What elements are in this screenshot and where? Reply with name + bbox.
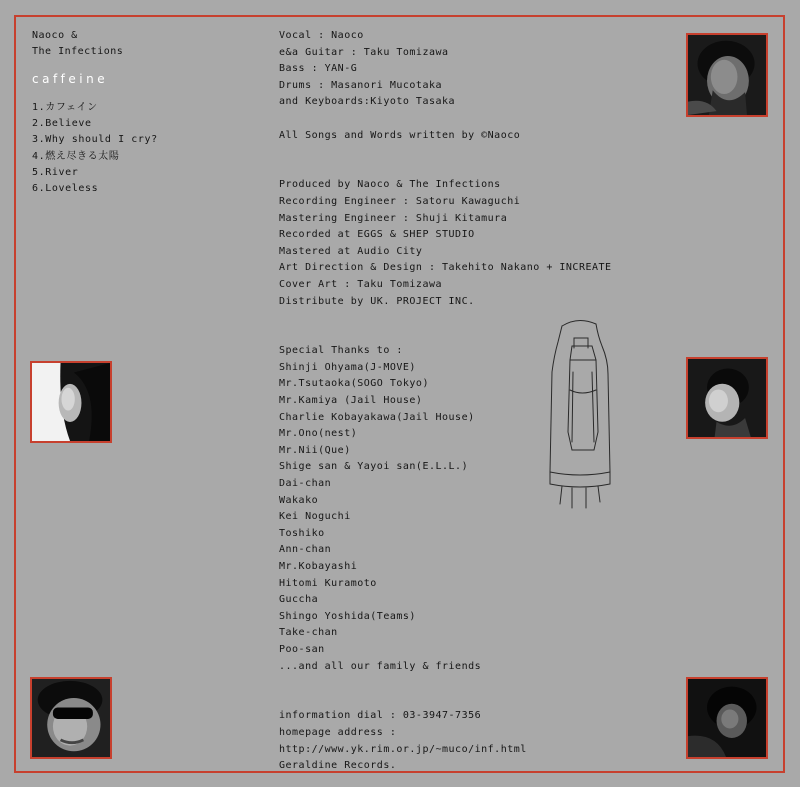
thanks-item: Wakako — [279, 494, 319, 506]
thanks-item: Kei Noguchi — [279, 511, 351, 523]
credit-line: Mastering Engineer : Shuji Kitamura — [279, 212, 508, 224]
track-item: 4.燃え尽きる太陽 — [32, 150, 120, 162]
member-credits — [279, 28, 679, 111]
thanks-item: Shingo Yoshida(Teams) — [279, 610, 416, 622]
thanks-item: Toshiko — [279, 527, 325, 539]
contact-line: Geraldine Records. — [279, 760, 397, 772]
credit-line: Mastered at Audio City — [279, 245, 423, 257]
credit-line: and Keyboards:Kiyoto Tasaka — [279, 96, 456, 108]
contact-info — [279, 708, 679, 774]
production-credits — [279, 177, 679, 310]
credit-line: Bass : YAN-G — [279, 63, 358, 75]
thanks-heading: Special Thanks to : — [279, 345, 403, 357]
thanks-item: Mr.Kamiya (Jail House) — [279, 395, 423, 407]
thanks-item: Ann-chan — [279, 544, 332, 556]
thanks-item: ...and all our family & friends — [279, 660, 482, 672]
credit-line: e&a Guitar : Taku Tomizawa — [279, 46, 449, 58]
track-item: 3.Why should I cry? — [32, 134, 158, 146]
thanks-item: Mr.Kobayashi — [279, 561, 358, 572]
thanks-item: Dai-chan — [279, 478, 332, 490]
track-item: 5.River — [32, 166, 79, 178]
track-item: 6.Loveless — [32, 183, 99, 195]
contact-line: homepage address : — [279, 726, 397, 738]
credit-line: Cover Art : Taku Tomizawa — [279, 278, 443, 290]
left-column — [32, 28, 252, 197]
track-item: 1.カフェイン — [32, 102, 98, 113]
album-title: caffeine — [32, 72, 109, 86]
thanks-item: Mr.Tsutaoka(SOGO Tokyo) — [279, 378, 429, 390]
photo-portrait-dark — [688, 679, 766, 757]
band-name-line2: The Infections — [32, 46, 124, 57]
thanks-item: Charlie Kobayakawa(Jail House) — [279, 411, 475, 423]
contact-line: information dial : 03-3947-7356 — [279, 710, 482, 722]
photo-portrait-long-hair — [32, 363, 110, 441]
credit-line: Produced by Naoco & The Infections — [279, 179, 501, 191]
member-photo-bottom-left — [30, 677, 112, 759]
thanks-item: Shige san & Yayoi san(E.L.L.) — [279, 461, 469, 473]
track-item: 2.Believe — [32, 118, 92, 130]
tracklist — [32, 100, 252, 197]
photo-portrait-sunglasses — [32, 679, 110, 757]
thanks-item: Hitomi Kuramoto — [279, 577, 377, 589]
photo-portrait-profile — [688, 359, 766, 437]
member-photo-mid-right — [686, 357, 768, 439]
credit-line: Distribute by UK. PROJECT INC. — [279, 295, 475, 307]
member-photo-mid-left — [30, 361, 112, 443]
songs-credit: All Songs and Words written by ©Naoco — [279, 129, 521, 141]
band-name-line1: Naoco & — [32, 30, 78, 41]
vacuum-tube-drawing — [540, 312, 620, 520]
member-photo-bottom-right — [686, 677, 768, 759]
thanks-item: Poo-san — [279, 643, 325, 655]
credit-line: Recording Engineer : Satoru Kawaguchi — [279, 195, 521, 207]
photo-portrait-bearded — [688, 35, 766, 115]
thanks-item: Mr.Nii(Que) — [279, 444, 351, 456]
credit-line: Recorded at EGGS & SHEP STUDIO — [279, 229, 475, 241]
thanks-item: Guccha — [279, 594, 319, 606]
contact-line: http://www.yk.rim.or.jp/~muco/inf.html — [279, 743, 527, 755]
credit-line: Art Direction & Design : Takehito Nakano + INCREATE — [279, 262, 612, 274]
thanks-item: Take-chan — [279, 627, 338, 639]
thanks-item: Mr.Ono(nest) — [279, 428, 358, 440]
credit-line: Vocal : Naoco — [279, 30, 364, 41]
member-photo-top-right — [686, 33, 768, 117]
thanks-item: Shinji Ohyama(J-MOVE) — [279, 361, 416, 373]
credit-line: Drums : Masanori Mucotaka — [279, 79, 443, 91]
